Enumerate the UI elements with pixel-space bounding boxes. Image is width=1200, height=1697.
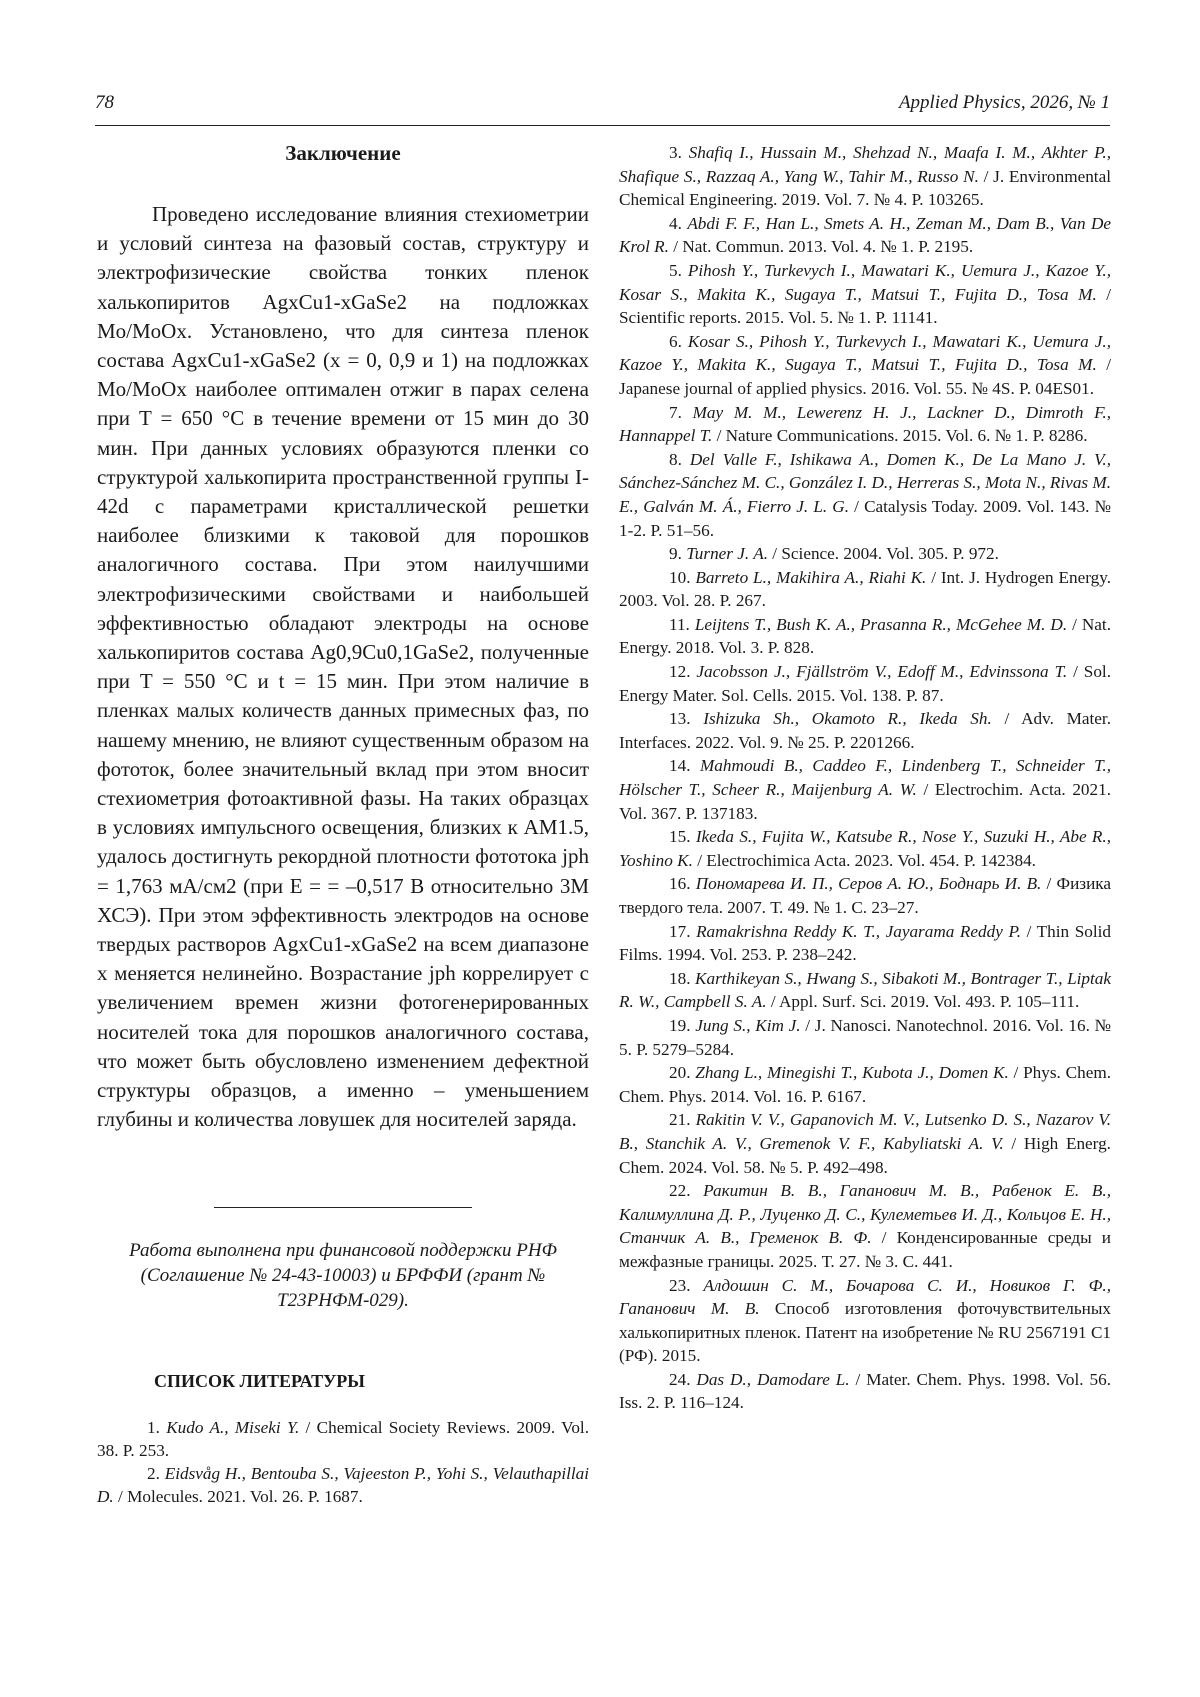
reference-authors: Пономарева И. П., Серов А. Ю., Боднарь И. В.: [695, 874, 1042, 894]
reference-authors: Das D., Damodare L.: [696, 1369, 850, 1389]
reference-number: 15.: [669, 827, 691, 847]
header-rule: [95, 125, 1110, 126]
reference-authors: Jung S., Kim J.: [695, 1015, 801, 1035]
reference-authors: Shafiq I., Hussain M., Shehzad N., Maafa I. M., Akhter P., Shafique S., Razzaq A., Yang W., Tahir M., Russo N.: [619, 143, 1111, 186]
reference-item: [619, 1014, 1111, 1061]
reference-number: 4.: [669, 213, 682, 233]
reference-number: 13.: [669, 709, 691, 729]
reference-number: 20.: [669, 1063, 691, 1083]
reference-item: [619, 1061, 1111, 1108]
reference-authors: Ракитин В. В., Гапанович М. В., Рабенок Е. В., Калимуллина Д. Р., Луценко Д. С., Кулеметьев И. Д., Кольцов Е. Н., Станчик А. В., Гременок В. Ф.: [619, 1181, 1111, 1248]
reference-source: / Japanese journal of applied physics. 2016. Vol. 55. № 4S. P. 04ES01.: [619, 355, 1111, 398]
reference-item: [619, 1108, 1111, 1179]
reference-authors: Kudo A., Miseki Y.: [166, 1417, 300, 1437]
references-title: СПИСОК ЛИТЕРАТУРЫ: [154, 1370, 365, 1391]
reference-item: [619, 330, 1111, 401]
reference-number: 17.: [669, 921, 691, 941]
page-number: 78: [95, 92, 114, 113]
reference-authors: Ikeda S., Fujita W., Katsube R., Nose Y., Suzuki H., Abe R., Yoshino K.: [619, 827, 1111, 870]
reference-item: [619, 613, 1111, 660]
reference-source: / Конденсированные среды и межфазные границы. 2025. Т. 27. № 3. С. 441.: [619, 1228, 1111, 1271]
reference-item: [619, 542, 1111, 566]
reference-number: 12.: [669, 662, 691, 682]
reference-source: / Nat. Energy. 2018. Vol. 3. P. 828.: [619, 614, 1112, 658]
references-list-left: [97, 1416, 589, 1509]
reference-item: [619, 401, 1111, 448]
reference-number: 6.: [669, 331, 682, 351]
reference-item: [619, 566, 1111, 613]
reference-number: 16.: [669, 874, 691, 894]
reference-authors: Barreto L., Makihira A., Riahi K.: [695, 567, 927, 587]
reference-number: 1.: [147, 1417, 160, 1437]
reference-item: [619, 1274, 1111, 1368]
journal-running-head: Applied Physics, 2026, № 1: [898, 92, 1110, 113]
reference-number: 21.: [669, 1110, 691, 1130]
reference-number: 3.: [669, 143, 682, 162]
reference-number: 22.: [669, 1181, 691, 1201]
reference-authors: Turner J. A.: [686, 544, 768, 564]
reference-item: [619, 920, 1111, 967]
left-column: [97, 141, 589, 1508]
reference-source: / J. Environmental Chemical Engineering. 2019. Vol. 7. № 4. P. 103265.: [619, 166, 1111, 210]
reference-number: 11.: [669, 614, 690, 634]
reference-number: 24.: [669, 1369, 691, 1389]
reference-item: [619, 872, 1111, 919]
reference-number: 8.: [669, 449, 682, 469]
reference-item: [619, 212, 1111, 259]
reference-item: [619, 707, 1111, 754]
reference-item: [619, 660, 1111, 707]
reference-number: 18.: [669, 968, 691, 988]
reference-source: / Chemical Society Reviews. 2009. Vol. 38. P. 253.: [97, 1417, 589, 1460]
reference-source: / Nature Communications. 2015. Vol. 6. № 1. P. 8286.: [712, 426, 1088, 446]
reference-authors: Del Valle F., Ishikawa A., Domen K., De La Mano J. V., Sánchez-Sánchez M. C., González I. D., Herreras S., Mota N., Rivas M. E., Galván M. Á., Fierro J. L. G.: [619, 449, 1112, 516]
reference-source: / Electrochim. Acta. 2021. Vol. 367. P. 137183.: [619, 780, 1111, 823]
reference-source: / Molecules. 2021. Vol. 26. P. 1687.: [113, 1487, 363, 1507]
reference-number: 14.: [669, 756, 691, 776]
reference-authors: Jacobsson J., Fjällström V., Edoff M., Edvinssona T.: [696, 662, 1068, 682]
reference-authors: Karthikeyan S., Hwang S., Sibakoti M., Bontrager T., Liptak R. W., Campbell S. A.: [619, 968, 1112, 1012]
reference-authors: May M. M., Lewerenz H. J., Lackner D., Dimroth F., Hannappel T.: [619, 402, 1112, 446]
reference-authors: Rakitin V. V., Gapanovich M. V., Lutsenko D. S., Nazarov V. B., Stanchik A. V., Gremenok V. F., Kabyliatski A. V.: [619, 1110, 1111, 1153]
right-column: [619, 141, 1111, 1415]
reference-item: [619, 754, 1111, 825]
reference-source: / Int. J. Hydrogen Energy. 2003. Vol. 28. P. 267.: [619, 567, 1111, 611]
reference-number: 10.: [669, 567, 691, 587]
reference-authors: Алдошин С. М., Бочарова С. И., Новиков Г. Ф., Гапанович М. В.: [619, 1275, 1112, 1319]
reference-source: / Science. 2004. Vol. 305. P. 972.: [768, 544, 999, 564]
reference-item: [619, 1179, 1111, 1273]
reference-item: [619, 1368, 1111, 1415]
reference-source: / Adv. Mater. Interfaces. 2022. Vol. 9. № 25. P. 2201266.: [619, 709, 1112, 752]
reference-source: / Физика твердого тела. 2007. Т. 49. № 1. С. 23–27.: [619, 874, 1112, 917]
reference-authors: Eidsvåg H., Bentouba S., Vajeeston P., Yohi S., Velauthapillai D.: [97, 1463, 590, 1507]
reference-item: [619, 448, 1111, 542]
reference-source: / Mater. Chem. Phys. 1998. Vol. 56. Iss. 2. P. 116–124.: [619, 1369, 1112, 1413]
references-list-right: [619, 141, 1111, 1415]
reference-item: [619, 141, 1111, 212]
reference-authors: Ramakrishna Reddy K. T., Jayarama Reddy P.: [696, 921, 1022, 941]
reference-number: 5.: [669, 260, 682, 280]
reference-number: 19.: [669, 1015, 691, 1035]
reference-number: 23.: [669, 1275, 691, 1295]
reference-source: / Scientific reports. 2015. Vol. 5. № 1. P. 11141.: [619, 284, 1111, 328]
reference-authors: Kosar S., Pihosh Y., Turkevych I., Mawatari K., Uemura J., Kazoe Y., Makita K., Sugaya T., Matsui T., Fujita D., Tosa M.: [619, 331, 1111, 375]
reference-authors: Leijtens T., Bush K. A., Prasanna R., McGehee M. D.: [694, 614, 1068, 634]
reference-source: / Phys. Chem. Chem. Phys. 2014. Vol. 16. P. 6167.: [619, 1063, 1111, 1106]
reference-item: [619, 825, 1111, 872]
funding-separator: [214, 1207, 472, 1208]
reference-item: [619, 967, 1111, 1014]
reference-source: / J. Nanosci. Nanotechnol. 2016. Vol. 16. № 5. P. 5279–5284.: [619, 1015, 1111, 1059]
reference-authors: Mahmoudi B., Caddeo F., Lindenberg T., Schneider T., Hölscher T., Scheer R., Maijenburg A. W.: [619, 756, 1112, 800]
reference-source: / Sol. Energy Mater. Sol. Cells. 2015. Vol. 138. P. 87.: [619, 662, 1112, 705]
reference-source: / Catalysis Today. 2009. Vol. 143. № 1-2. P. 51–56.: [619, 496, 1111, 540]
reference-source: / Thin Solid Films. 1994. Vol. 253. P. 238–242.: [619, 921, 1111, 965]
reference-item: [97, 1462, 589, 1508]
reference-number: 9.: [669, 544, 682, 564]
reference-source: Способ изготовления фоточувствительных халькопиритных пленок. Патент на изобретение № RU 2567191 C1 (РФ). 2015.: [619, 1299, 1111, 1366]
reference-source: / Electrochimica Acta. 2023. Vol. 454. P. 142384.: [692, 850, 1036, 870]
reference-source: / Nat. Commun. 2013. Vol. 4. № 1. P. 2195.: [668, 237, 974, 257]
reference-item: [619, 259, 1111, 330]
reference-authors: Abdi F. F., Han L., Smets A. H., Zeman M., Dam B., Van De Krol R.: [619, 213, 1111, 257]
conclusion-text: Проведено исследование влияния стехиометрии и условий синтеза на фазовый состав, структуру и электрофизические свойства тонких пленок халькопиритов AgxCu1-xGaSe2 на подложках Mo/MoOx. Установлено, что для синтеза пленок состава AgxCu1-xGaSe2 (x = 0, 0,9 и 1) на подложках Mo/MoOx наиболее оптимален отжиг в парах селена при T = 650 °С в течение времени от 15 мин до 30 мин. При данных условиях образуются пленки со структурой халькопирита пространственной группы I-42d с параметрами кристаллической решетки наиболее близкими к таковой для порошков аналогичного состава. При этом наилучшими электрофизическими свойствами и наибольшей эффективностью обладают электроды на основе халькопиритов состава Ag0,9Cu0,1GaSe2, полученные при T = 550 °С и t = 15 мин. При этом наличие в пленках малых количеств данных примесных фаз, по нашему мнению, не влияют существенным образом на фототок, более значительный вклад при этом вносит стехиометрия фотоактивной фазы. На таких образцах в условиях импульсного освещения, близких к AM1.5, удалось достигнуть рекордной плотности фототока jph = 1,763 мА/см2 (при E = = –0,517 В относительно 3М ХСЭ). При этом эффективность электродов на основе твердых растворов AgxCu1-xGaSe2 на всем диапазоне x меняется нелинейно. Возрастание jph коррелирует с увеличением времен жизни фотогенерированных носителей тока для порошков аналогичного состава, что может быть обусловлено изменением дефектной структуры образцов, а именно – уменьшением глубины и количества ловушек для носителей заряда.: [97, 202, 589, 1132]
reference-authors: Ishizuka Sh., Okamoto R., Ikeda Sh.: [703, 709, 992, 729]
reference-number: 7.: [669, 402, 682, 422]
reference-source: / Appl. Surf. Sci. 2019. Vol. 493. P. 105–111.: [766, 992, 1080, 1012]
reference-number: 2.: [147, 1463, 160, 1483]
reference-item: [97, 1416, 589, 1462]
reference-authors: Zhang L., Minegishi T., Kubota J., Domen K.: [695, 1063, 1009, 1083]
funding-note: Работа выполнена при финансовой поддержки РНФ (Соглашение № 24-43-10003) и БРФФИ (грант № Т23РНФМ-029).: [129, 1239, 557, 1311]
reference-authors: Pihosh Y., Turkevych I., Mawatari K., Uemura J., Kazoe Y., Kosar S., Makita K., Sugaya T., Matsui T., Fujita D., Tosa M.: [619, 260, 1112, 304]
conclusion-title: Заключение: [285, 141, 401, 165]
reference-source: / High Energ. Chem. 2024. Vol. 58. № 5. P. 492–498.: [619, 1133, 1111, 1177]
